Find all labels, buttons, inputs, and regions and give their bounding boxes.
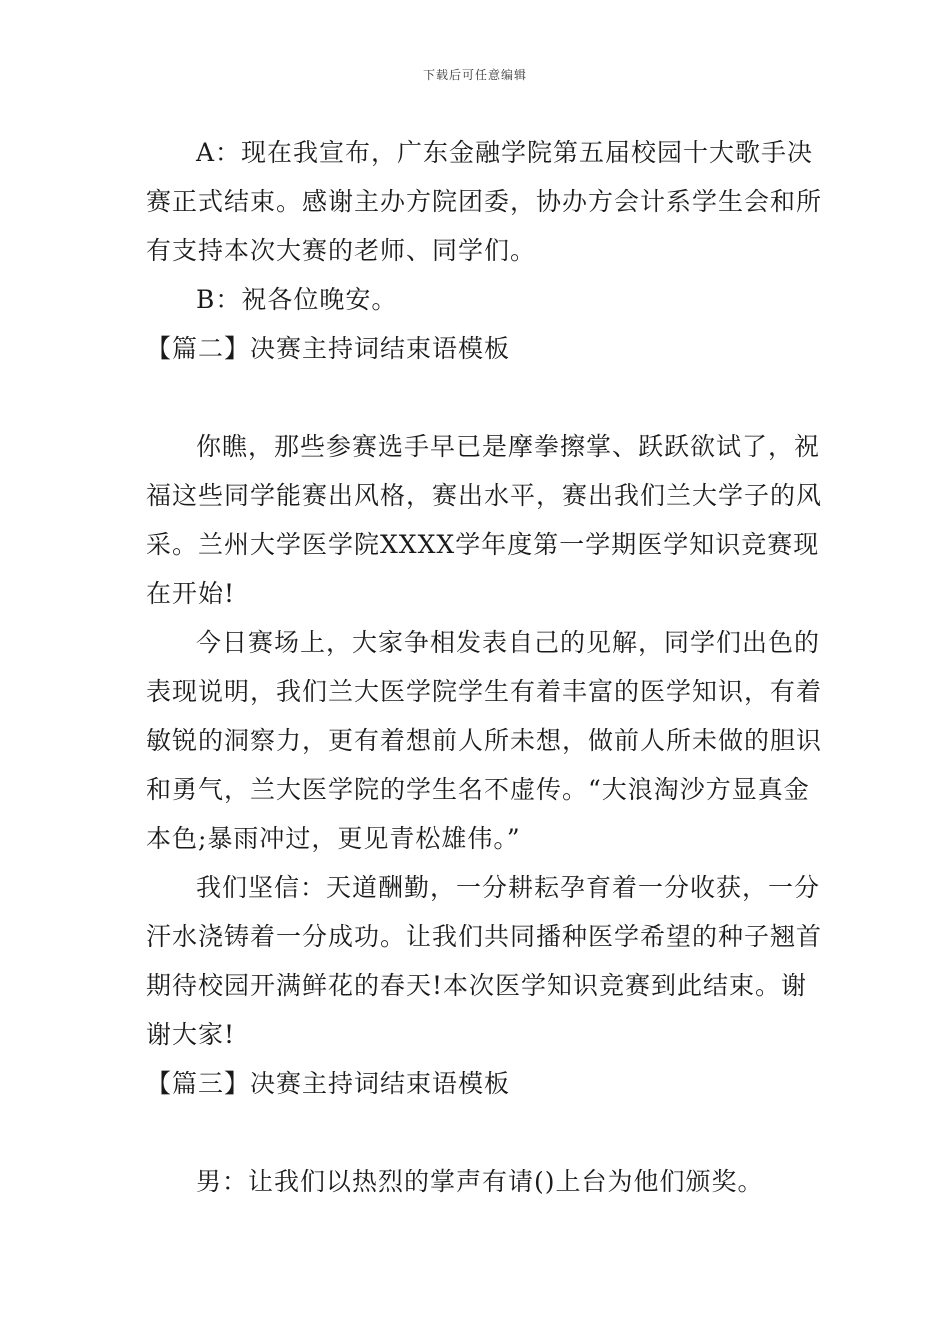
blank-line bbox=[146, 373, 826, 422]
paragraph-goodnight: B：祝各位晚安。 bbox=[196, 285, 398, 314]
paragraph-award-invitation: 男：让我们以热烈的掌声有请()上台为他们颁奖。 bbox=[196, 1167, 764, 1196]
paragraph-competition-start: 你瞧，那些参赛选手早已是摩拳擦掌、跃跃欲试了，祝福这些同学能赛出风格，赛出水平，赛出我们兰大学子的风采。兰州大学医学院XXXX学年度第一学期医学知识竞赛现在开始! bbox=[146, 432, 823, 608]
paragraph-today-arena: 今日赛场上，大家争相发表自己的见解，同学们出色的表现说明，我们兰大医学院学生有着丰富的医学知识，有着敏锐的洞察力，更有着想前人所未想，做前人所未做的胆识和勇气，兰大医学院的学生名不虚传。“大浪淘沙方显真金本色;暴雨冲过，更见青松雄伟。” bbox=[146, 628, 823, 853]
section-heading-part-three: 【篇三】决赛主持词结束语模板 bbox=[146, 1069, 511, 1098]
paragraph-we-believe: 我们坚信：天道酬勤，一分耕耘孕育着一分收获，一分汗水浇铸着一分成功。让我们共同播种医学希望的种子翘首期待校园开满鲜花的春天!本次医学知识竞赛到此结束。谢谢大家! bbox=[146, 873, 823, 1049]
page-header-note: 下载后可任意编辑 bbox=[422, 68, 527, 82]
blank-line bbox=[146, 1108, 826, 1157]
document-body bbox=[146, 128, 826, 1206]
paragraph-closing-announcement: A：现在我宣布，广东金融学院第五届校园十大歌手决赛正式结束。感谢主办方院团委，协办方会计系学生会和所有支持本次大赛的老师、同学们。 bbox=[146, 138, 823, 265]
section-heading-part-two: 【篇二】决赛主持词结束语模板 bbox=[146, 334, 511, 363]
